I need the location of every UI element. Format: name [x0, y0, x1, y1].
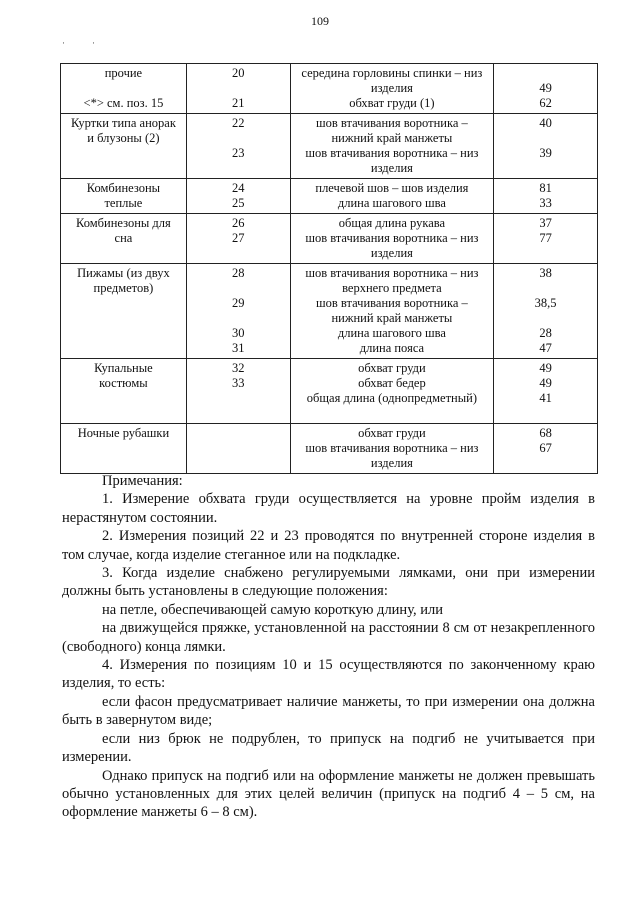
cell-line: общая длина (однопредметный)	[306, 391, 477, 405]
table-row	[61, 179, 598, 214]
table-row	[61, 214, 598, 264]
cell-line: обхват груди	[358, 426, 426, 440]
cell-line: 23	[231, 146, 245, 160]
note-paragraph: если фасон предусматривает наличие манжеты, то при измерении она должна быть в завернутом виде;	[62, 693, 595, 729]
cell-line: костюмы	[99, 376, 148, 390]
cell-line	[497, 311, 594, 326]
table-cell-position	[186, 214, 290, 264]
cell-line: обхват груди (1)	[349, 96, 435, 110]
cell-line: Ночные рубашки	[77, 426, 170, 440]
cell-line	[497, 406, 594, 421]
cell-line: верхнего предмета	[342, 281, 442, 295]
cell-line: 38,5	[534, 296, 557, 310]
cell-line: обхват бедер	[358, 376, 426, 390]
cell-line: 27	[231, 231, 245, 245]
table-cell-measurement	[290, 214, 494, 264]
cell-line: 39	[539, 146, 552, 160]
table-cell-item	[61, 264, 187, 359]
note-paragraph: 1. Измерение обхвата груди осуществляется на уровне пройм изделия в нерастянутом состоянии.	[62, 491, 595, 526]
table-cell-position	[186, 114, 290, 179]
cell-line: 77	[539, 231, 552, 245]
cell-line: плечевой шов – шов изделия	[315, 181, 469, 195]
cell-line: <*> см. поз. 15	[83, 96, 164, 110]
table-cell-item	[61, 214, 187, 264]
cell-line	[497, 66, 594, 81]
table-cell-item	[61, 424, 187, 474]
cell-line: 49	[539, 376, 552, 390]
table-cell-measurement	[290, 359, 494, 424]
cell-line: 33	[539, 196, 552, 210]
scan-speck: ·	[92, 38, 95, 48]
cell-line: Пижамы (из двух	[77, 266, 170, 280]
cell-line: изделия	[370, 161, 413, 175]
note-paragraph: на движущейся пряжке, установленной на расстоянии 8 см от незакрепленного (свободного) конца лямки.	[62, 620, 595, 655]
cell-line: шов втачивания воротника – низ	[305, 231, 479, 245]
table-cell-item	[61, 64, 187, 114]
note-paragraph: 4. Измерения по позициям 10 и 15 осуществляются по законченному краю изделия, то есть:	[62, 657, 595, 692]
cell-line	[497, 131, 594, 146]
cell-line	[497, 281, 594, 296]
cell-line: 37	[539, 216, 552, 230]
cell-line: 62	[539, 96, 552, 110]
cell-line: 47	[539, 341, 552, 355]
table-cell-value	[494, 114, 598, 179]
note-paragraph: 2. Измерения позиций 22 и 23 проводятся по внутренней стороне изделия в том случае, когда изделие стеганное или на подкладке.	[62, 528, 595, 563]
cell-line: середина горловины спинки – низ	[301, 66, 483, 80]
table-cell-measurement	[290, 264, 494, 359]
size-measurement-table	[60, 63, 598, 474]
cell-line: и блузоны (2)	[87, 131, 160, 145]
cell-line: изделия	[370, 456, 413, 470]
table-cell-position	[186, 424, 290, 474]
cell-line	[190, 311, 287, 326]
table-row	[61, 264, 598, 359]
table-cell-item	[61, 359, 187, 424]
table-row	[61, 64, 598, 114]
cell-line: 81	[539, 181, 552, 195]
table-cell-value	[494, 179, 598, 214]
table-cell-value	[494, 359, 598, 424]
cell-line: нижний край манжеты	[331, 311, 453, 325]
table-cell-position	[186, 359, 290, 424]
cell-line: длина шагового шва	[337, 196, 446, 210]
cell-line: 40	[539, 116, 552, 130]
cell-line	[190, 426, 287, 441]
cell-line: шов втачивания воротника – низ	[305, 266, 479, 280]
cell-line: 49	[539, 81, 552, 95]
cell-line: Куртки типа анорак	[70, 116, 176, 130]
cell-line: 24	[231, 181, 245, 195]
cell-line: общая длина рукава	[338, 216, 446, 230]
table-cell-position	[186, 264, 290, 359]
cell-line: 28	[539, 326, 552, 340]
table-cell-position	[186, 64, 290, 114]
table-cell-value	[494, 264, 598, 359]
notes-section	[62, 472, 595, 822]
note-paragraph: на петле, обеспечивающей самую короткую длину, или	[102, 601, 443, 618]
cell-line: Комбинезоны для	[76, 216, 171, 230]
table-cell-item	[61, 114, 187, 179]
cell-line: шов втачивания воротника – низ	[305, 146, 479, 160]
cell-line: 68	[539, 426, 552, 440]
cell-line: 38	[539, 266, 552, 280]
cell-line: 30	[231, 326, 245, 340]
cell-line	[190, 281, 287, 296]
cell-line: шов втачивания воротника – низ	[305, 441, 479, 455]
table-cell-value	[494, 64, 598, 114]
cell-line: предметов)	[93, 281, 154, 295]
page-number: 109	[311, 14, 329, 28]
cell-line: 33	[231, 376, 245, 390]
cell-line: теплые	[104, 196, 143, 210]
cell-line: 32	[231, 361, 245, 375]
cell-line: сна	[114, 231, 133, 245]
cell-line: изделия	[370, 246, 413, 260]
cell-line: шов втачивания воротника –	[316, 296, 468, 310]
cell-line: прочие	[104, 66, 143, 80]
table-cell-value	[494, 214, 598, 264]
note-paragraph: если низ брюк не подрублен, то припуск на подгиб не учитывается при измерении.	[62, 730, 595, 766]
cell-line: Комбинезоны	[86, 181, 161, 195]
cell-line	[294, 406, 491, 421]
table-cell-item	[61, 179, 187, 214]
cell-line: 22	[231, 116, 245, 130]
cell-line: 49	[539, 361, 552, 375]
table-row	[61, 359, 598, 424]
notes-heading: Примечания:	[102, 473, 183, 489]
cell-line: 67	[539, 441, 552, 455]
table-cell-measurement	[290, 64, 494, 114]
table-cell-value	[494, 424, 598, 474]
table-cell-position	[186, 179, 290, 214]
cell-line: 26	[231, 216, 245, 230]
note-paragraph: Однако припуск на подгиб или на оформление манжеты не должен превышать обычно установленных для этих целей величин (припуск на подгиб 4 – 5 см, на оформление манжеты 6 – 8 см).	[62, 767, 595, 821]
cell-line: 21	[231, 96, 245, 110]
cell-line: 31	[231, 341, 245, 355]
cell-line: 29	[231, 296, 245, 310]
cell-line: шов втачивания воротника –	[316, 116, 468, 130]
table-cell-measurement	[290, 114, 494, 179]
cell-line	[190, 81, 287, 96]
cell-line: 20	[231, 66, 245, 80]
cell-line: нижний край манжеты	[331, 131, 453, 145]
table-row	[61, 424, 598, 474]
cell-line: 41	[539, 391, 552, 405]
cell-line	[64, 81, 183, 96]
cell-line: 28	[231, 266, 245, 280]
table-row	[61, 114, 598, 179]
cell-line: длина шагового шва	[337, 326, 446, 340]
cell-line: обхват груди	[358, 361, 426, 375]
cell-line: изделия	[370, 81, 413, 95]
cell-line: Купальные	[94, 361, 153, 375]
table-cell-measurement	[290, 424, 494, 474]
cell-line	[190, 131, 287, 146]
scan-speck: ·	[62, 38, 65, 48]
note-paragraph: 3. Когда изделие снабжено регулируемыми лямками, они при измерении должны быть установлены в следующие положения:	[62, 565, 595, 600]
table-cell-measurement	[290, 179, 494, 214]
cell-line: 25	[231, 196, 245, 210]
cell-line: длина пояса	[359, 341, 425, 355]
